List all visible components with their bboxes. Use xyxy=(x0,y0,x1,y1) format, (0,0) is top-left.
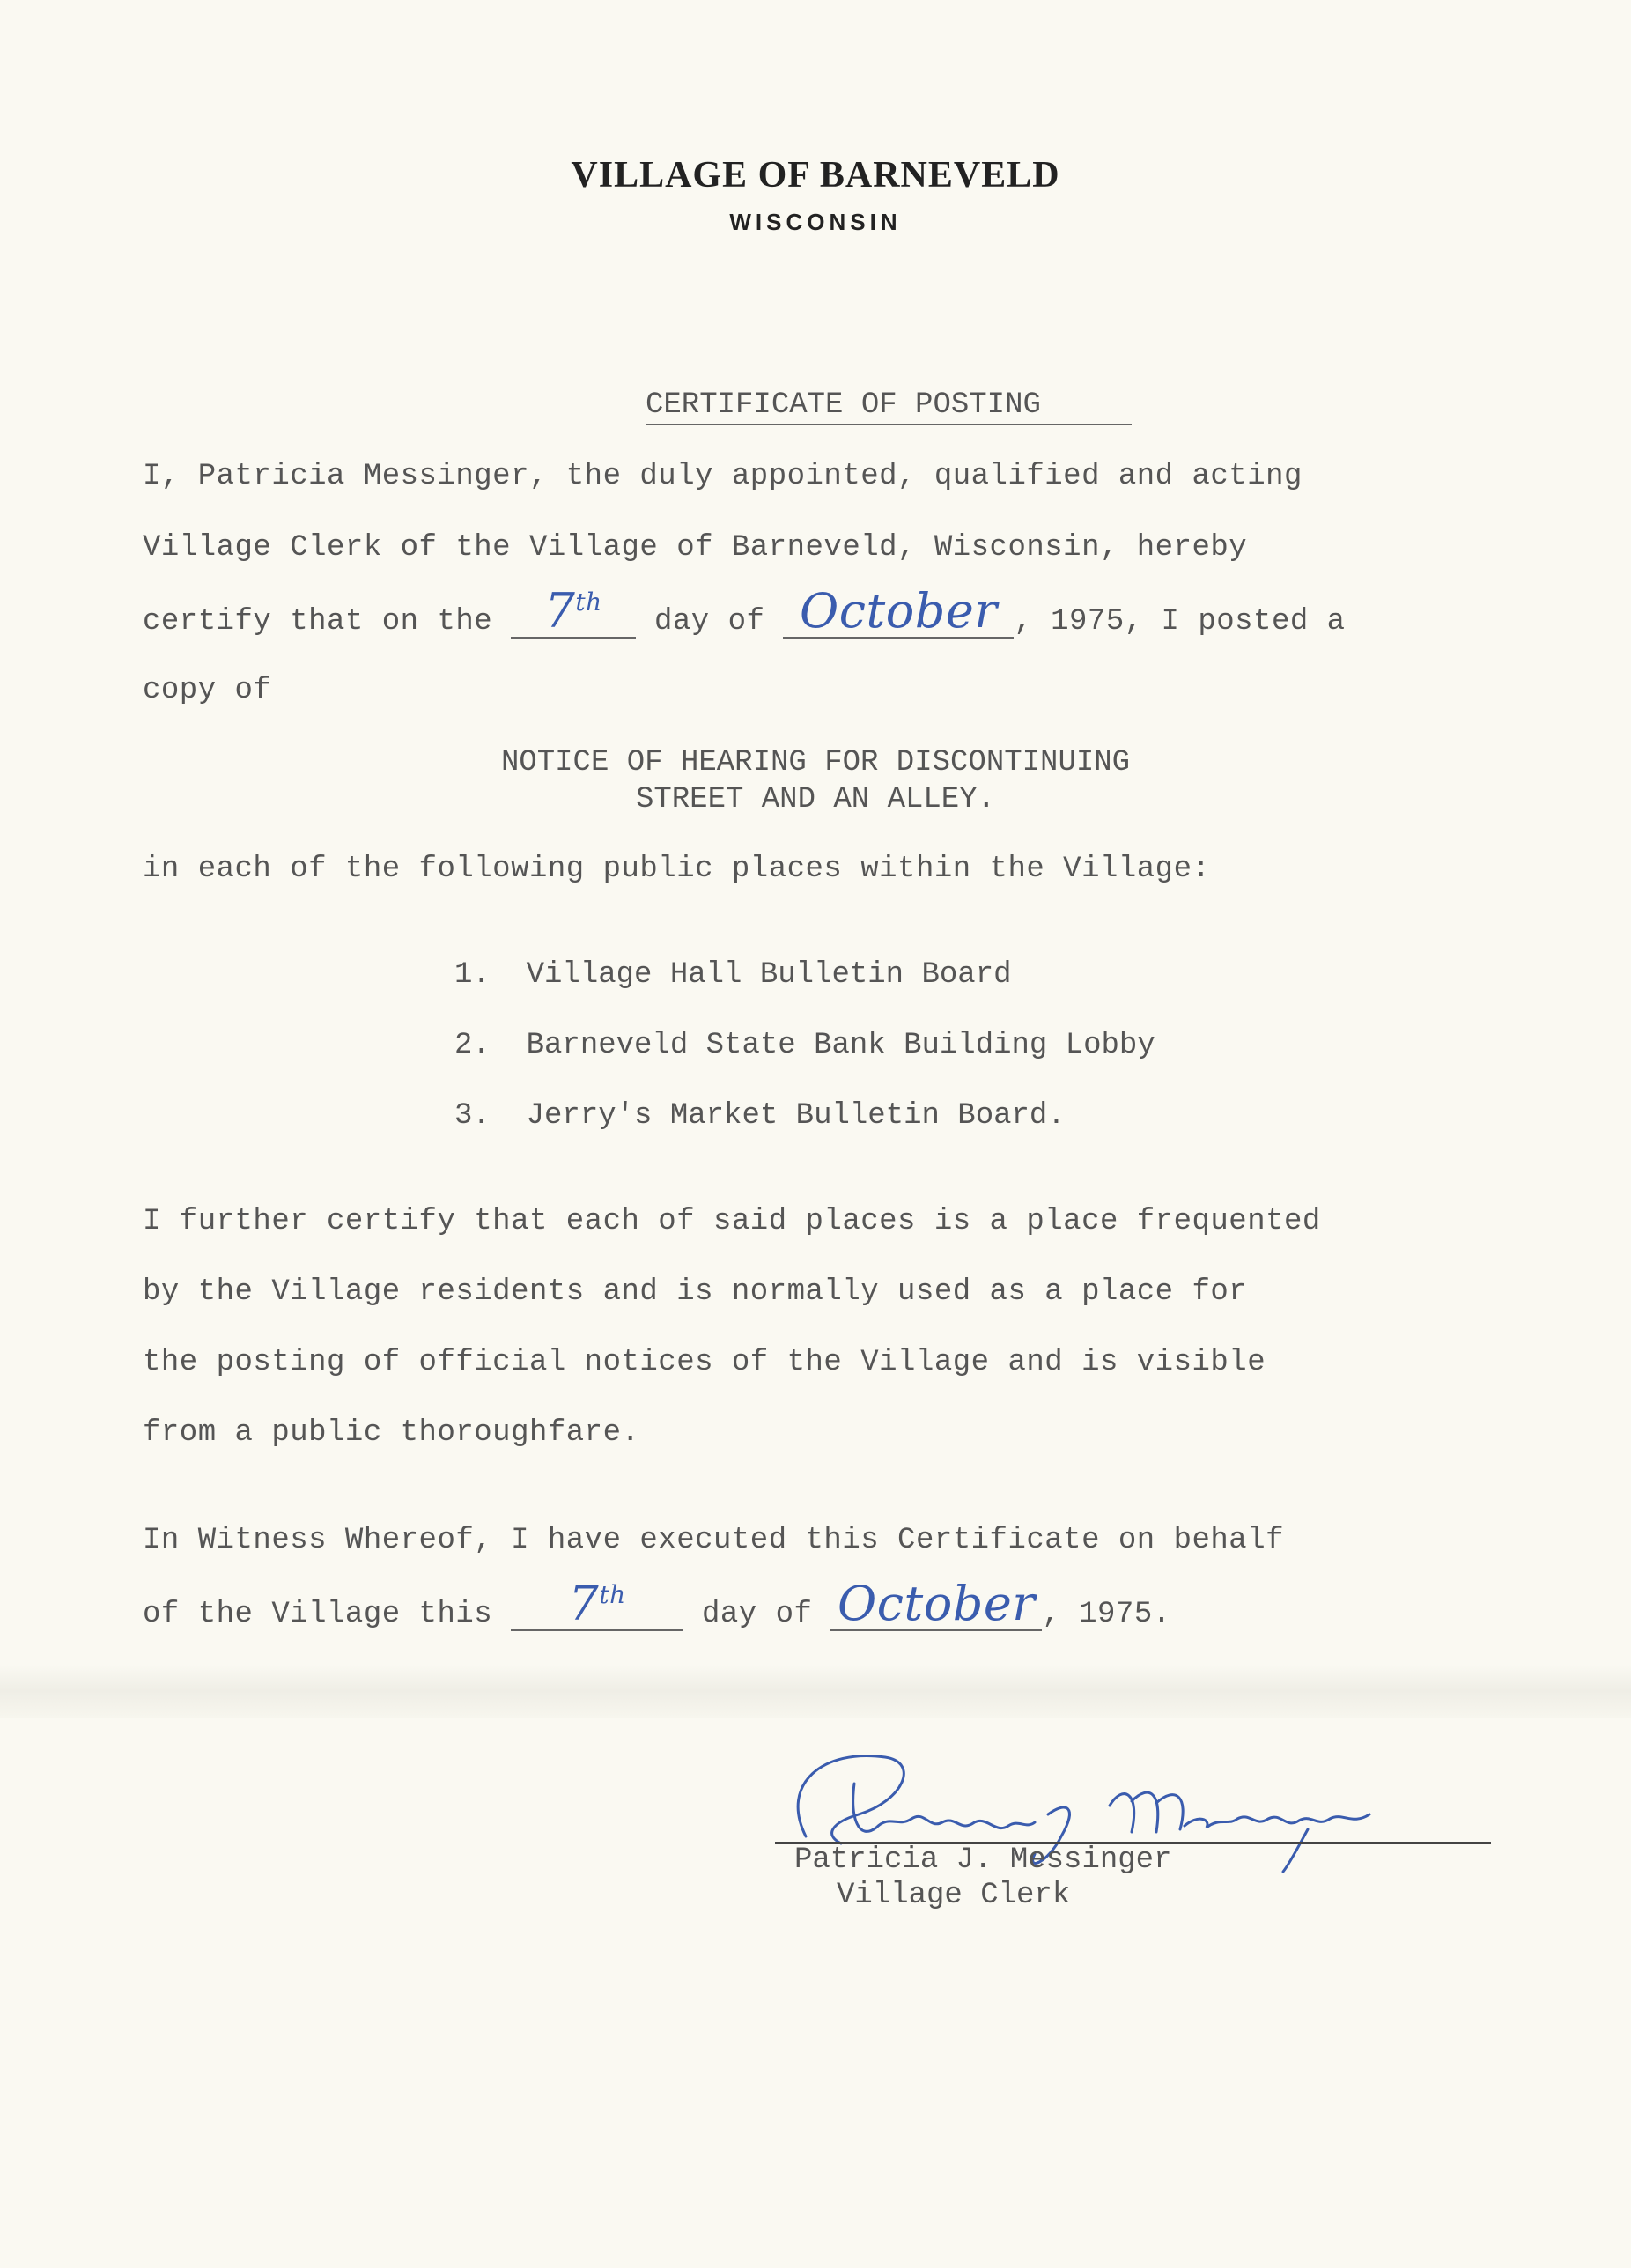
witness-day-blank xyxy=(511,1576,683,1631)
para3-line1: I further certify that each of said places is a place frequented xyxy=(143,1205,1321,1238)
para1-line3 xyxy=(143,583,1346,639)
para3-line2: by the Village residents and is normally used as a place for xyxy=(143,1275,1248,1309)
handwritten-witness-month: October xyxy=(838,1576,1036,1631)
para4-line2-text-a: of the Village this xyxy=(143,1598,512,1631)
para1-line3-text-b: day of xyxy=(636,605,784,639)
certificate-title: CERTIFICATE OF POSTING xyxy=(646,388,1132,425)
day-blank xyxy=(511,583,636,639)
para4-line2 xyxy=(143,1576,1171,1631)
para1-line4: copy of xyxy=(143,674,272,707)
list-item: 3. Jerry's Market Bulletin Board. xyxy=(454,1099,1066,1133)
signatory-name: Patricia J. Messinger xyxy=(794,1843,1172,1877)
para4-line2-text-b: day of xyxy=(683,1598,831,1631)
month-blank xyxy=(783,583,1014,639)
para1-line1: I, Patricia Messinger, the duly appointed, qualified and acting xyxy=(143,460,1303,493)
para2: in each of the following public places within the Village: xyxy=(143,853,1211,886)
signatory-title: Village Clerk xyxy=(837,1879,1071,1912)
letterhead-title: VILLAGE OF BARNEVELD xyxy=(571,155,1060,196)
para1-line2: Village Clerk of the Village of Barneveld, Wisconsin, hereby xyxy=(143,531,1248,565)
paper-fold-shadow xyxy=(0,1665,1631,1718)
handwritten-day: 7th xyxy=(544,583,602,639)
list-item: 2. Barneveld State Bank Building Lobby xyxy=(454,1029,1155,1062)
letterhead-subtitle: WISCONSIN xyxy=(729,209,902,235)
para4-line1: In Witness Whereof, I have executed this Certificate on behalf xyxy=(143,1524,1285,1557)
para1-line3-text-a: certify that on the xyxy=(143,605,512,639)
para3-line3: the posting of official notices of the Village and is visible xyxy=(143,1346,1266,1379)
handwritten-witness-day: 7th xyxy=(568,1576,626,1631)
para3-line4: from a public thoroughfare. xyxy=(143,1416,640,1450)
witness-month-blank xyxy=(830,1576,1042,1631)
list-item: 1. Village Hall Bulletin Board xyxy=(454,958,1012,992)
para1-line3-text-c: , 1975, I posted a xyxy=(1014,605,1346,639)
para4-line2-text-c: , 1975. xyxy=(1042,1598,1171,1631)
handwritten-month: October xyxy=(800,583,998,639)
notice-line1: NOTICE OF HEARING FOR DISCONTINUING xyxy=(500,746,1131,779)
notice-line2: STREET AND AN ALLEY. xyxy=(635,783,996,816)
